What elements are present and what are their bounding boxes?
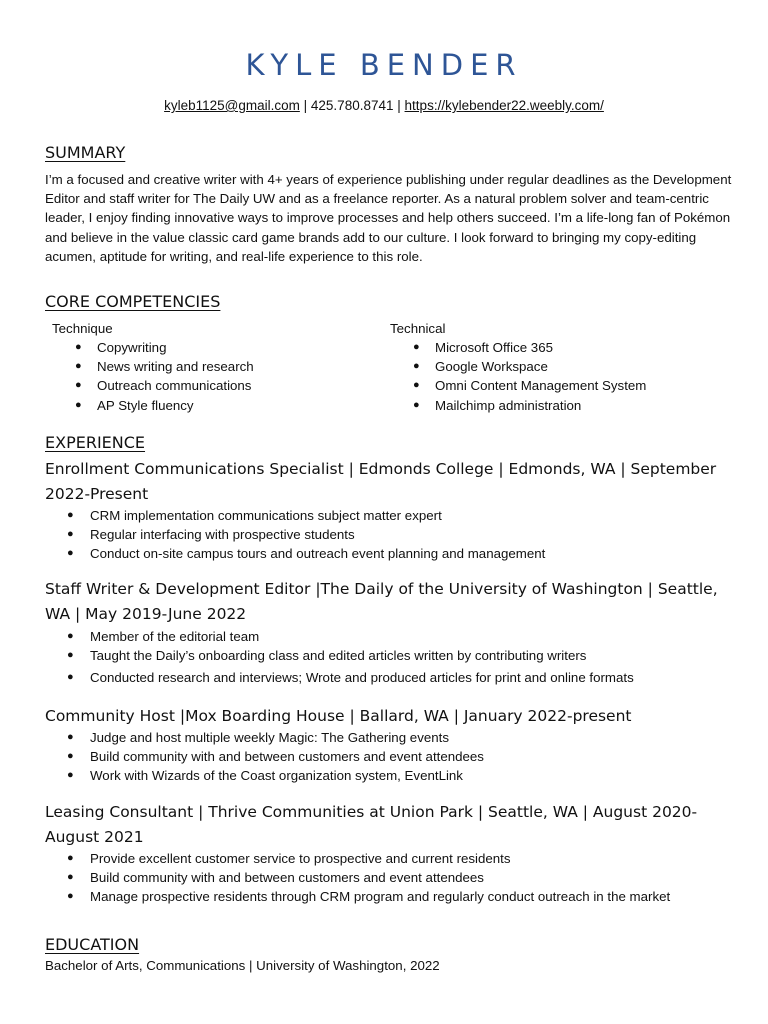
bullet-icon: ● xyxy=(67,528,74,541)
bullet-icon: ● xyxy=(67,769,74,782)
resume-page: KYLE BENDER kyleb1125@gmail.com | 425.780.8741 | https://kylebender22.weebly.com/ SUMMARY I’m a focused and creative writer with 4+ years of experience publishing under regular deadlines as the Development Editor and staff writer for The Daily UW and as a freelance reporter. As a natural problem solver and team-centric leader, I enjoy finding innovative ways to improve processes and help others succeed. I’m a life-long fan of Pokémon and believe in the value classic card game brands add to our culture. I look forward to bringing my copy-editing acumen, aptitude for writing, and real-life experience to this role. CORE COMPETENCIES Technique ● Copywriting ● News writing and research ● Outreach communications ● AP Style fluency Technical ● Microsoft Office 365 ● Google Workspace ● Omni Content Management System ● Mailchimp administration EXPERIENCE Enrollment Communications Specialist | Edmonds College | Edmonds, WA | September 2022-Present ● CRM implementation communications subject matter expert ● Regular interfacing with prospective students ● Conduct on-site campus tours and outreach event planning and management Staff Writer & Development Editor |The Daily of the University of Washington | Seattle, WA | May 2019-June 2022 ● Member of the editorial team ● Taught the Daily’s onboarding class and edited articles written by contributing writers ● Conducted research and interviews; Wrote and produced articles for print and online formats Community Host |Mox Boarding House | Ballard, WA | January 2022-present ● Judge and host multiple weekly Magic: The Gathering events ● Build community with and between customers and event attendees ● Work with Wizards of the Coast organization system, EventLink Leasing Consultant | Thrive Communities at Union Park | Seattle, WA | August 2020-August 2021 ● Provide excellent customer service to prospective and current residents ● Build community with and between customers and event attendees ● Manage prospective residents through CRM program and regularly conduct outreach in the market EDUCATION Bachelor of Arts, Communications | University of Washington, 2022 xyxy=(0,0,768,1024)
contact-separator: | xyxy=(397,98,401,113)
education-heading: EDUCATION xyxy=(45,935,140,954)
bullet-icon: ● xyxy=(75,360,82,373)
list-item: ● News writing and research xyxy=(52,357,372,376)
bullet-icon: ● xyxy=(67,731,74,743)
job-title: Staff Writer & Development Editor |The Daily of the University of Washington | Seattle, WA | May 2019-June 2022 xyxy=(45,580,718,623)
list-item: ● AP Style fluency xyxy=(52,396,372,415)
list-item: ● Google Workspace xyxy=(390,357,730,376)
bullet-icon: ● xyxy=(75,341,82,353)
technique-title: Technique xyxy=(52,321,113,336)
website-link[interactable]: https://kylebender22.weebly.com/ xyxy=(404,98,604,113)
technical-column xyxy=(390,319,730,415)
summary-heading: SUMMARY xyxy=(45,143,126,162)
bullet-icon: ● xyxy=(67,649,74,662)
email-link[interactable]: kyleb1125@gmail.com xyxy=(164,98,300,113)
technical-list xyxy=(390,338,730,415)
list-item: ● Outreach communications xyxy=(52,376,372,395)
technique-list xyxy=(52,338,372,415)
bullet-icon: ● xyxy=(75,379,82,392)
job-title: Enrollment Communications Specialist | Edmonds College | Edmonds, WA | September 2022-Present xyxy=(45,460,717,503)
candidate-name: KYLE BENDER xyxy=(245,48,523,82)
summary-text: I’m a focused and creative writer with 4+ years of experience publishing under regular deadlines as the Development Editor and staff writer for The Daily UW and as a freelance reporter. As a natural problem solver and team-centric leader, I enjoy finding innovative ways to improve processes and help others succeed. I’m a life-long fan of Pokémon and believe in the value classic card game brands add to our culture. I look forward to bringing my copy-editing acumen, aptitude for writing, and real-life experience to this role. xyxy=(45,172,732,264)
contact-separator: | xyxy=(303,98,308,113)
bullet-icon: ● xyxy=(67,630,74,642)
bullet-icon: ● xyxy=(413,379,420,392)
bullet-icon: ● xyxy=(413,360,420,373)
bullet-icon: ● xyxy=(67,852,74,864)
bullet-icon: ● xyxy=(67,509,74,521)
bullet-icon: ● xyxy=(75,398,82,411)
job-title: Community Host |Mox Boarding House | Ballard, WA | January 2022-present xyxy=(45,707,632,725)
bullet-icon: ● xyxy=(67,547,74,560)
list-item: ● Microsoft Office 365 xyxy=(390,338,730,357)
bullet-icon: ● xyxy=(67,890,74,903)
contact-line xyxy=(0,98,768,113)
list-item: ● Copywriting xyxy=(52,338,372,357)
phone-number: 425.780.8741 xyxy=(310,98,394,113)
competencies-heading: CORE COMPETENCIES xyxy=(45,292,221,311)
bullet-icon: ● xyxy=(413,341,420,353)
bullet-icon: ● xyxy=(67,750,74,763)
list-item: ● Mailchimp administration xyxy=(390,396,730,415)
technical-title: Technical xyxy=(390,321,446,336)
list-item: ● Omni Content Management System xyxy=(390,376,730,395)
bullet-icon: ● xyxy=(413,398,420,411)
experience-heading: EXPERIENCE xyxy=(45,433,146,452)
bullet-icon: ● xyxy=(67,671,74,684)
job-title: Leasing Consultant | Thrive Communities at Union Park | Seattle, WA | August 2020-August 2021 xyxy=(45,803,698,846)
technique-column xyxy=(52,319,372,415)
bullet-icon: ● xyxy=(67,871,74,884)
education-text: Bachelor of Arts, Communications | University of Washington, 2022 xyxy=(45,958,440,973)
